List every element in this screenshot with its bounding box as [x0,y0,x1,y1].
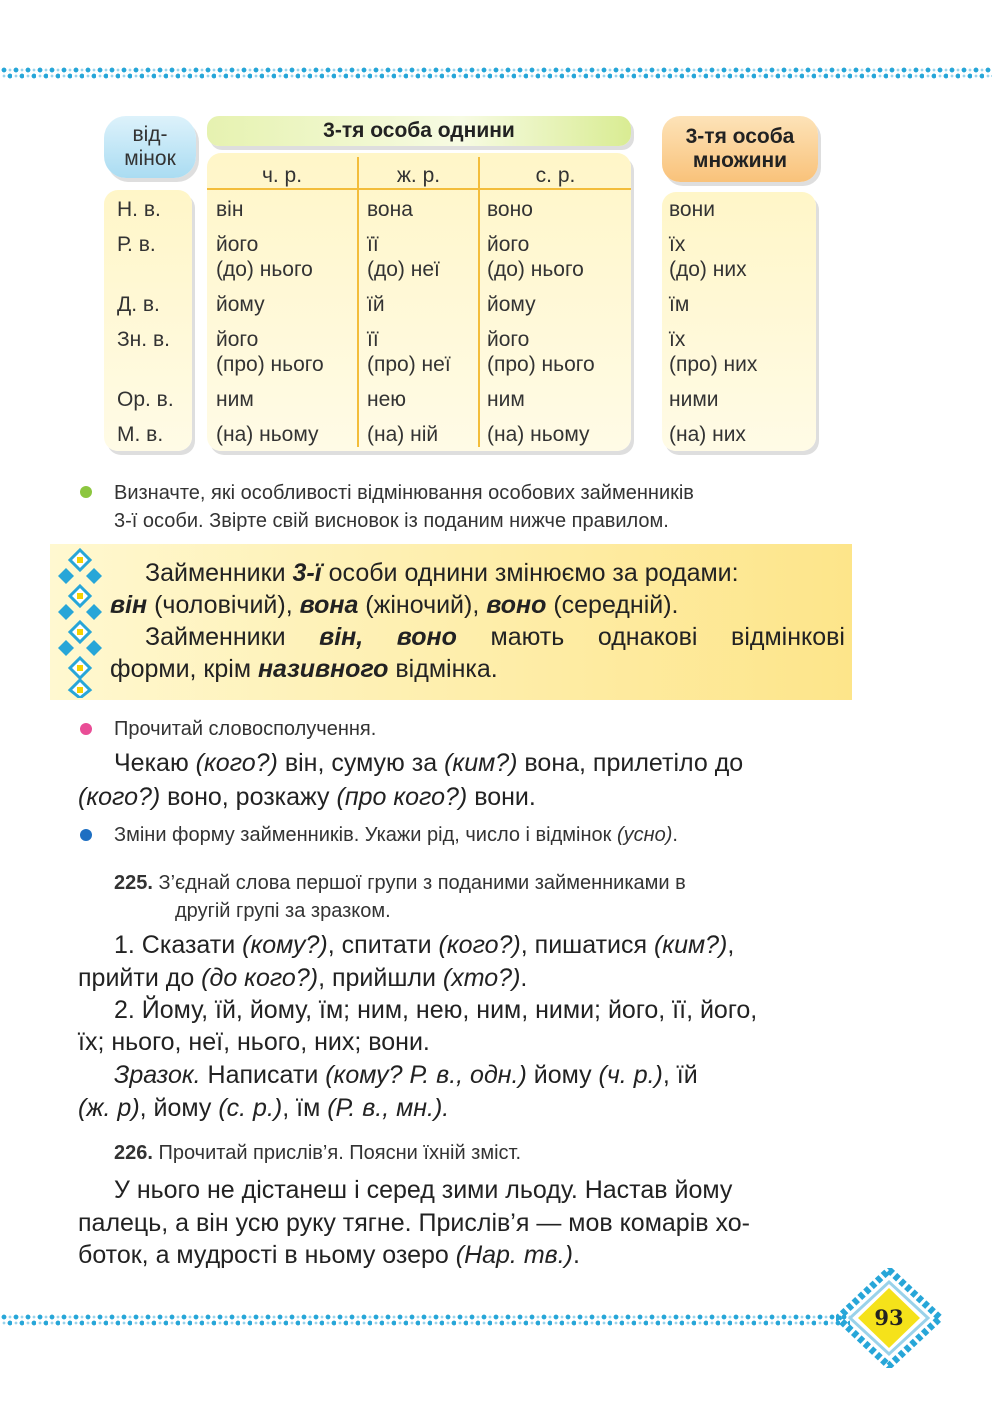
table-cell: їй [367,293,385,316]
question: (с. р.) [218,1094,283,1122]
case-label: Н. в. [117,198,161,221]
exercise-225-instruction-2: другій групі за зразком. [175,900,391,922]
text: вони. [467,783,536,811]
gender-header-divider [207,188,631,190]
text: вона, прилетіло до [517,749,744,777]
text: , їй [662,1061,698,1089]
question: (кого?) [195,749,278,777]
ex225-group1-line2 [78,962,527,995]
embroidery-ornament-icon [58,548,102,698]
rule-emphasis: 3-ї [292,559,322,587]
table-cell: (до) них [669,258,747,281]
proverbs-line-3 [78,1239,580,1272]
text: . [672,824,678,846]
table-cell: їх [669,233,686,256]
table-cell: воно [487,198,533,221]
rule-text: мають однакові відмінкові [456,623,845,651]
task-line: Визначте, які особливості відмінювання особових займенників [114,482,694,504]
rule-emphasis: він, воно [319,623,457,651]
table-cell: вона [367,198,413,221]
text: . [572,1241,580,1269]
rule-text: (чоловічий), [147,591,300,619]
table-cell: (про) неї [367,353,451,376]
task-line: 3-ї особи. Звірте свій висновок із поданим нижче правилом. [114,510,669,532]
text: , пишатися [520,931,654,959]
rule-emphasis: він [110,591,148,619]
column-divider [357,157,359,447]
text: Написати [200,1061,326,1089]
table-cell: його [216,233,259,256]
table-cell: їм [669,293,690,316]
table-cell: (до) нього [487,258,584,281]
proverbs-line-2: палець, а він усю руку тягне. Прислів’я — мов комарів хо- [78,1209,750,1237]
rule-emphasis: називного [257,655,389,683]
bullet-green [80,486,92,498]
question: (ким?) [444,749,518,777]
rule-text: (жіночий), [358,591,487,619]
bottom-ornament-border [0,1313,850,1327]
plural-header-line2: множини [692,149,788,172]
text-italic: (усно) [616,824,673,846]
top-ornament-border [0,66,992,80]
rule-line-4 [110,653,498,685]
exercise-number: 226. [114,1142,153,1164]
rule-emphasis: воно [486,591,547,619]
phrases-line-2 [78,781,536,814]
text: він, сумую за [277,749,445,777]
text: . [520,964,528,992]
table-cell: (до) неї [367,258,440,281]
bullet-pink [80,723,92,735]
table-cell: (на) них [669,423,746,446]
phrases-line-1 [114,747,743,780]
table-cell: ним [487,388,525,411]
plural-header-line1: 3-тя особа [685,125,795,148]
table-cell: ними [669,388,719,411]
rule-text: особи однини змінюємо за родами: [321,559,739,587]
rule-text: (середній). [546,591,679,619]
text: З’єднай слова першої групи з поданими займенниками в [152,872,686,894]
case-label: Зн. в. [117,328,170,351]
ex225-group2-line1: 2. Йому, їй, йому, їм; ним, нею, ним, ними; його, її, його, [114,996,758,1024]
exercise-number: 225. [114,872,153,894]
question: (ким?) [653,931,728,959]
table-cell: їх [669,328,686,351]
table-cell: (про) них [669,353,758,376]
question: (ж. р) [78,1094,140,1122]
singular-header: 3-тя особа однини [207,116,631,146]
table-cell: (до) нього [216,258,313,281]
text: прийти до [78,964,202,992]
table-cell: він [216,198,244,221]
singular-body [207,153,631,451]
task-instruction [114,821,678,849]
proverbs-line-1: У нього не дістанеш і серед зими льоду. Настав йому [114,1176,733,1204]
table-cell: (про) нього [216,353,324,376]
text: 1. Сказати [114,931,243,959]
task-instruction [114,479,694,535]
question: (кому? Р. в., одн.) [325,1061,527,1089]
rule-text: Займенники [145,559,293,587]
table-cell: її [367,233,379,256]
table-cell: йому [216,293,265,316]
rule-line-3 [145,621,845,653]
page-number: 93 [874,1304,904,1330]
plural-header [662,116,818,182]
question: (кого?) [78,783,161,811]
ex225-group1-line1 [114,929,734,962]
table-cell: нею [367,388,407,411]
case-header-line1: від- [132,123,168,146]
rule-text: Займенники [145,623,320,651]
task-instruction: Прочитай словосполучення. [114,718,377,740]
table-cell: (на) ній [367,423,439,446]
sample-label: Зразок. [114,1061,201,1089]
gender-header-neuter: с. р. [535,164,576,187]
table-cell: йому [487,293,536,316]
ex225-group2-line2: їх; нього, неї, нього, них; вони. [78,1028,430,1056]
rule-line-2 [110,589,679,621]
table-cell: (про) нього [487,353,595,376]
gender-header-feminine: ж. р. [396,164,441,187]
text: , спитати [327,931,439,959]
rule-text: форми, крім [110,655,258,683]
source: (Нар. тв.) [455,1241,573,1269]
table-cell: його [216,328,259,351]
case-label: Р. в. [117,233,156,256]
text: боток, а мудрості в ньому озеро [78,1241,456,1269]
table-cell: його [487,328,530,351]
table-cell: (на) ньому [216,423,319,446]
question: (Р. в., мн.). [327,1094,450,1122]
text: , їм [282,1094,328,1122]
text: воно, розкажу [160,783,337,811]
question: (про кого?) [336,783,468,811]
table-cell: його [487,233,530,256]
question: (ч. р.) [598,1061,663,1089]
text: Зміни форму займенників. Укажи рід, число і відмінок [114,824,617,846]
exercise-226-instruction [114,1139,521,1167]
question: (до кого?) [201,964,319,992]
text: Прочитай прислів’я. Поясни їхній зміст. [152,1142,522,1164]
question: (кому?) [242,931,328,959]
bullet-blue [80,829,92,841]
rule-emphasis: вона [299,591,359,619]
table-cell: (на) ньому [487,423,590,446]
case-column-header [104,116,196,178]
case-header-line2: мінок [124,147,176,170]
plural-body [662,192,816,451]
question: (кого?) [438,931,521,959]
case-label: М. в. [117,423,164,446]
ex225-sample-line1 [114,1059,698,1092]
exercise-225-instruction [114,869,686,897]
text: , прийшли [318,964,443,992]
rule-line-1 [145,557,739,589]
text: Чекаю [114,749,196,777]
rule-text: відмінка. [388,655,498,683]
text: йому [526,1061,599,1089]
text: , йому [139,1094,219,1122]
gender-header-masculine: ч. р. [261,164,303,187]
ex225-sample-line2 [78,1092,449,1125]
question: (хто?) [442,964,521,992]
table-cell: вони [669,198,715,221]
table-cell: ним [216,388,254,411]
case-label: Ор. в. [117,388,174,411]
case-label: Д. в. [117,293,160,316]
text: , [727,931,735,959]
column-divider [478,157,480,447]
table-cell: її [367,328,379,351]
